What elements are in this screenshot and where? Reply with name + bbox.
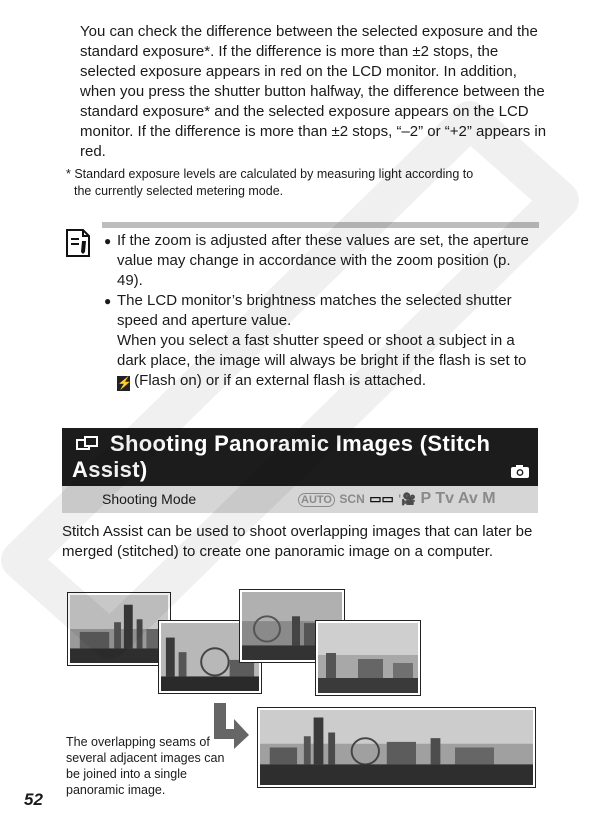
note-bullet-zoom: ● If the zoom is adjusted after these values are set, the aperture value may change in accordance with the zoom position (p. 49). [104,231,540,291]
auto-mode-icon: AUTO [298,493,335,507]
page-number: 52 [24,790,43,809]
footnote-line-1: * Standard exposure levels are calculated by measuring light according to [66,167,474,181]
stitch-assist-intro: Stitch Assist can be used to shoot overlapping images that can later be merged (stitched) to create one panoramic image on a computer. [62,523,533,560]
note-bullet-brightness-line2a: When you select a fast shutter speed or shoot a subject in a dark place, the image will always be bright if the flash is set to [117,332,527,369]
city-photo-1 [67,592,171,666]
mode-icons [298,490,496,508]
section-title-text: Shooting Panoramic Images (Stitch Assist) [72,431,491,482]
section-title-bar [62,428,538,486]
m-mode-icon: M [482,490,496,507]
av-mode-icon: Av [457,490,478,507]
section-title [72,431,512,483]
scn-mode-icon: SCN [339,492,365,506]
flash-on-icon: ⚡ [117,376,132,390]
note-divider [102,222,539,228]
footnote [66,166,536,200]
city-photo-4 [315,620,421,696]
note-bullet-brightness-line2b: (Flash on) or if an external flash is attached. [134,372,426,389]
footnote-line-2: the currently selected metering mode. [74,184,284,198]
movie-mode-icon: '🎥 [398,492,417,506]
exposure-paragraph: You can check the difference between the selected exposure and the standard exposure*. If the difference is more than ±2 stops, the selected exposure appears in red on the LCD monitor. In addition, when you press the shutter button halfway, the difference between the standard exposure* and the selected exposure appears on the LCD monitor. If the difference is more than ±2 stops, “–2” or “+2” appears in red. [80,23,547,160]
note-bullet-brightness-line1: The LCD monitor’s brightness matches the selected shutter speed and aperture value. [117,292,512,329]
panorama-photo [257,707,536,788]
note-list [104,231,540,391]
camera-icon [510,464,530,479]
p-mode-icon: P [420,490,431,507]
stitch-mode-icon: ▭▭ [369,491,394,506]
memo-icon [64,227,92,259]
shooting-mode-bar [62,486,538,513]
tv-mode-icon: Tv [435,490,455,507]
panorama-caption: The overlapping seams of several adjacent images can be joined into a single panoramic image. [66,735,225,797]
shooting-mode-label: Shooting Mode [102,491,197,507]
note-bullet-brightness [104,291,540,391]
